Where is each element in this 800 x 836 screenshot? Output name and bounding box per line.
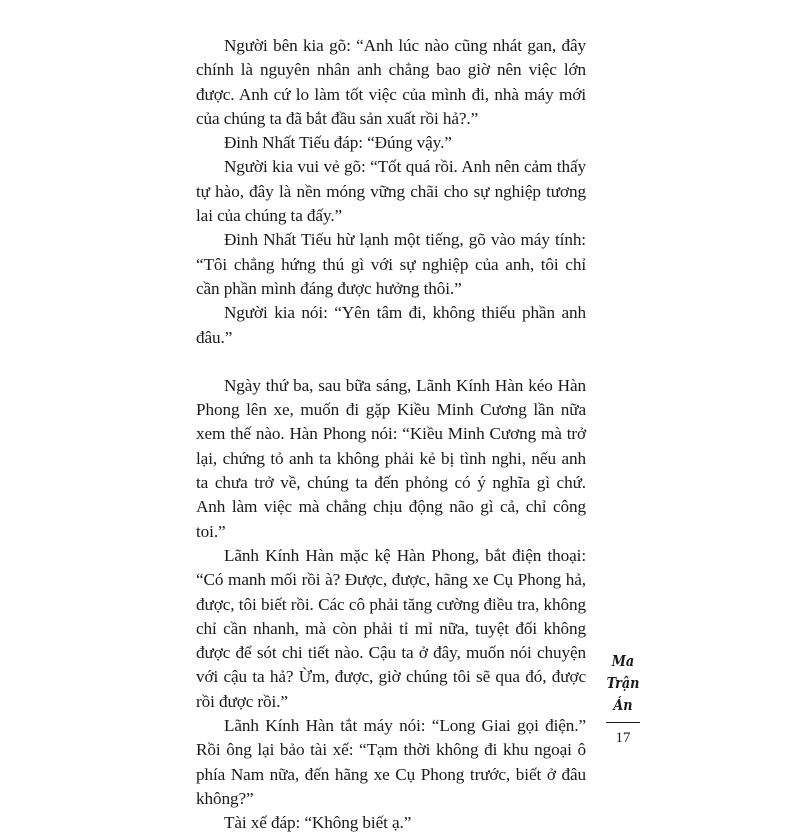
page-body	[196, 34, 586, 836]
divider	[606, 722, 640, 723]
paragraph: Lãnh Kính Hàn mặc kệ Hàn Phong, bắt điện thoại: “Có manh mối rồi à? Được, được, hãng xe Cụ Phong hả, được, tôi biết rồi. Các cô phải tăng cường điều tra, không chỉ cần nhanh, mà còn phải tỉ mỉ nữa, tuyệt đối không được để sót chi tiết nào. Cậu ta ở đây, muốn nói chuyện với cậu ta hả? Ừm, được, giờ chúng tôi sẽ qua đó, được rồi được rồi.”	[196, 545, 586, 711]
running-title-word: Ma	[611, 652, 635, 670]
paragraph: Người kia nói: “Yên tâm đi, không thiếu phần anh đâu.”	[196, 303, 586, 347]
section-break	[196, 350, 586, 374]
paragraph: Ngày thứ ba, sau bữa sáng, Lãnh Kính Hàn kéo Hàn Phong lên xe, muốn đi gặp Kiều Minh Cương lần nữa xem thế nào. Hàn Phong nói: “Kiều Minh Cương mà trở lại, chứng tỏ anh ta không phải kẻ bị tình nghi, nếu anh ta chưa trở về, chúng ta đến phỏng có ý nghĩa gì chứ. Anh làm việc mà chẳng chịu động não gì cả, chỉ công toi.”	[196, 375, 586, 541]
running-title-block	[603, 650, 643, 747]
paragraph: Tài xế đáp: “Không biết ạ.”	[224, 813, 412, 833]
page-number: 17	[615, 730, 631, 746]
paragraph: Lãnh Kính Hàn tắt máy nói: “Long Giai gọi điện.” Rồi ông lại bảo tài xế: “Tạm thời không đi khu ngoại ô phía Nam nữa, đến hãng xe Cụ Phong trước, biết ở đâu không?”	[196, 716, 586, 808]
running-title-word: Án	[613, 696, 633, 714]
paragraph: Đinh Nhất Tiếu hừ lạnh một tiếng, gõ vào máy tính: “Tôi chẳng hứng thú gì với sự nghiệp của anh, tôi chỉ cần phần mình đáng được hưởng thôi.”	[196, 230, 586, 298]
paragraph: Người bên kia gõ: “Anh lúc nào cũng nhát gan, đây chính là nguyên nhân anh chẳng bao giờ nên việc lớn được. Anh cứ lo làm tốt việc của mình đi, nhà máy mới của chúng ta đã bắt đầu sản xuất rồi hả?.”	[196, 36, 586, 128]
paragraph: Đinh Nhất Tiếu đáp: “Đúng vậy.”	[224, 133, 452, 153]
paragraph: Người kia vui vẻ gõ: “Tốt quá rồi. Anh nên cảm thấy tự hào, đây là nền móng vững chãi cho sự nghiệp tương lai của chúng ta đấy.”	[196, 157, 586, 226]
running-title-word: Trận	[606, 674, 640, 692]
